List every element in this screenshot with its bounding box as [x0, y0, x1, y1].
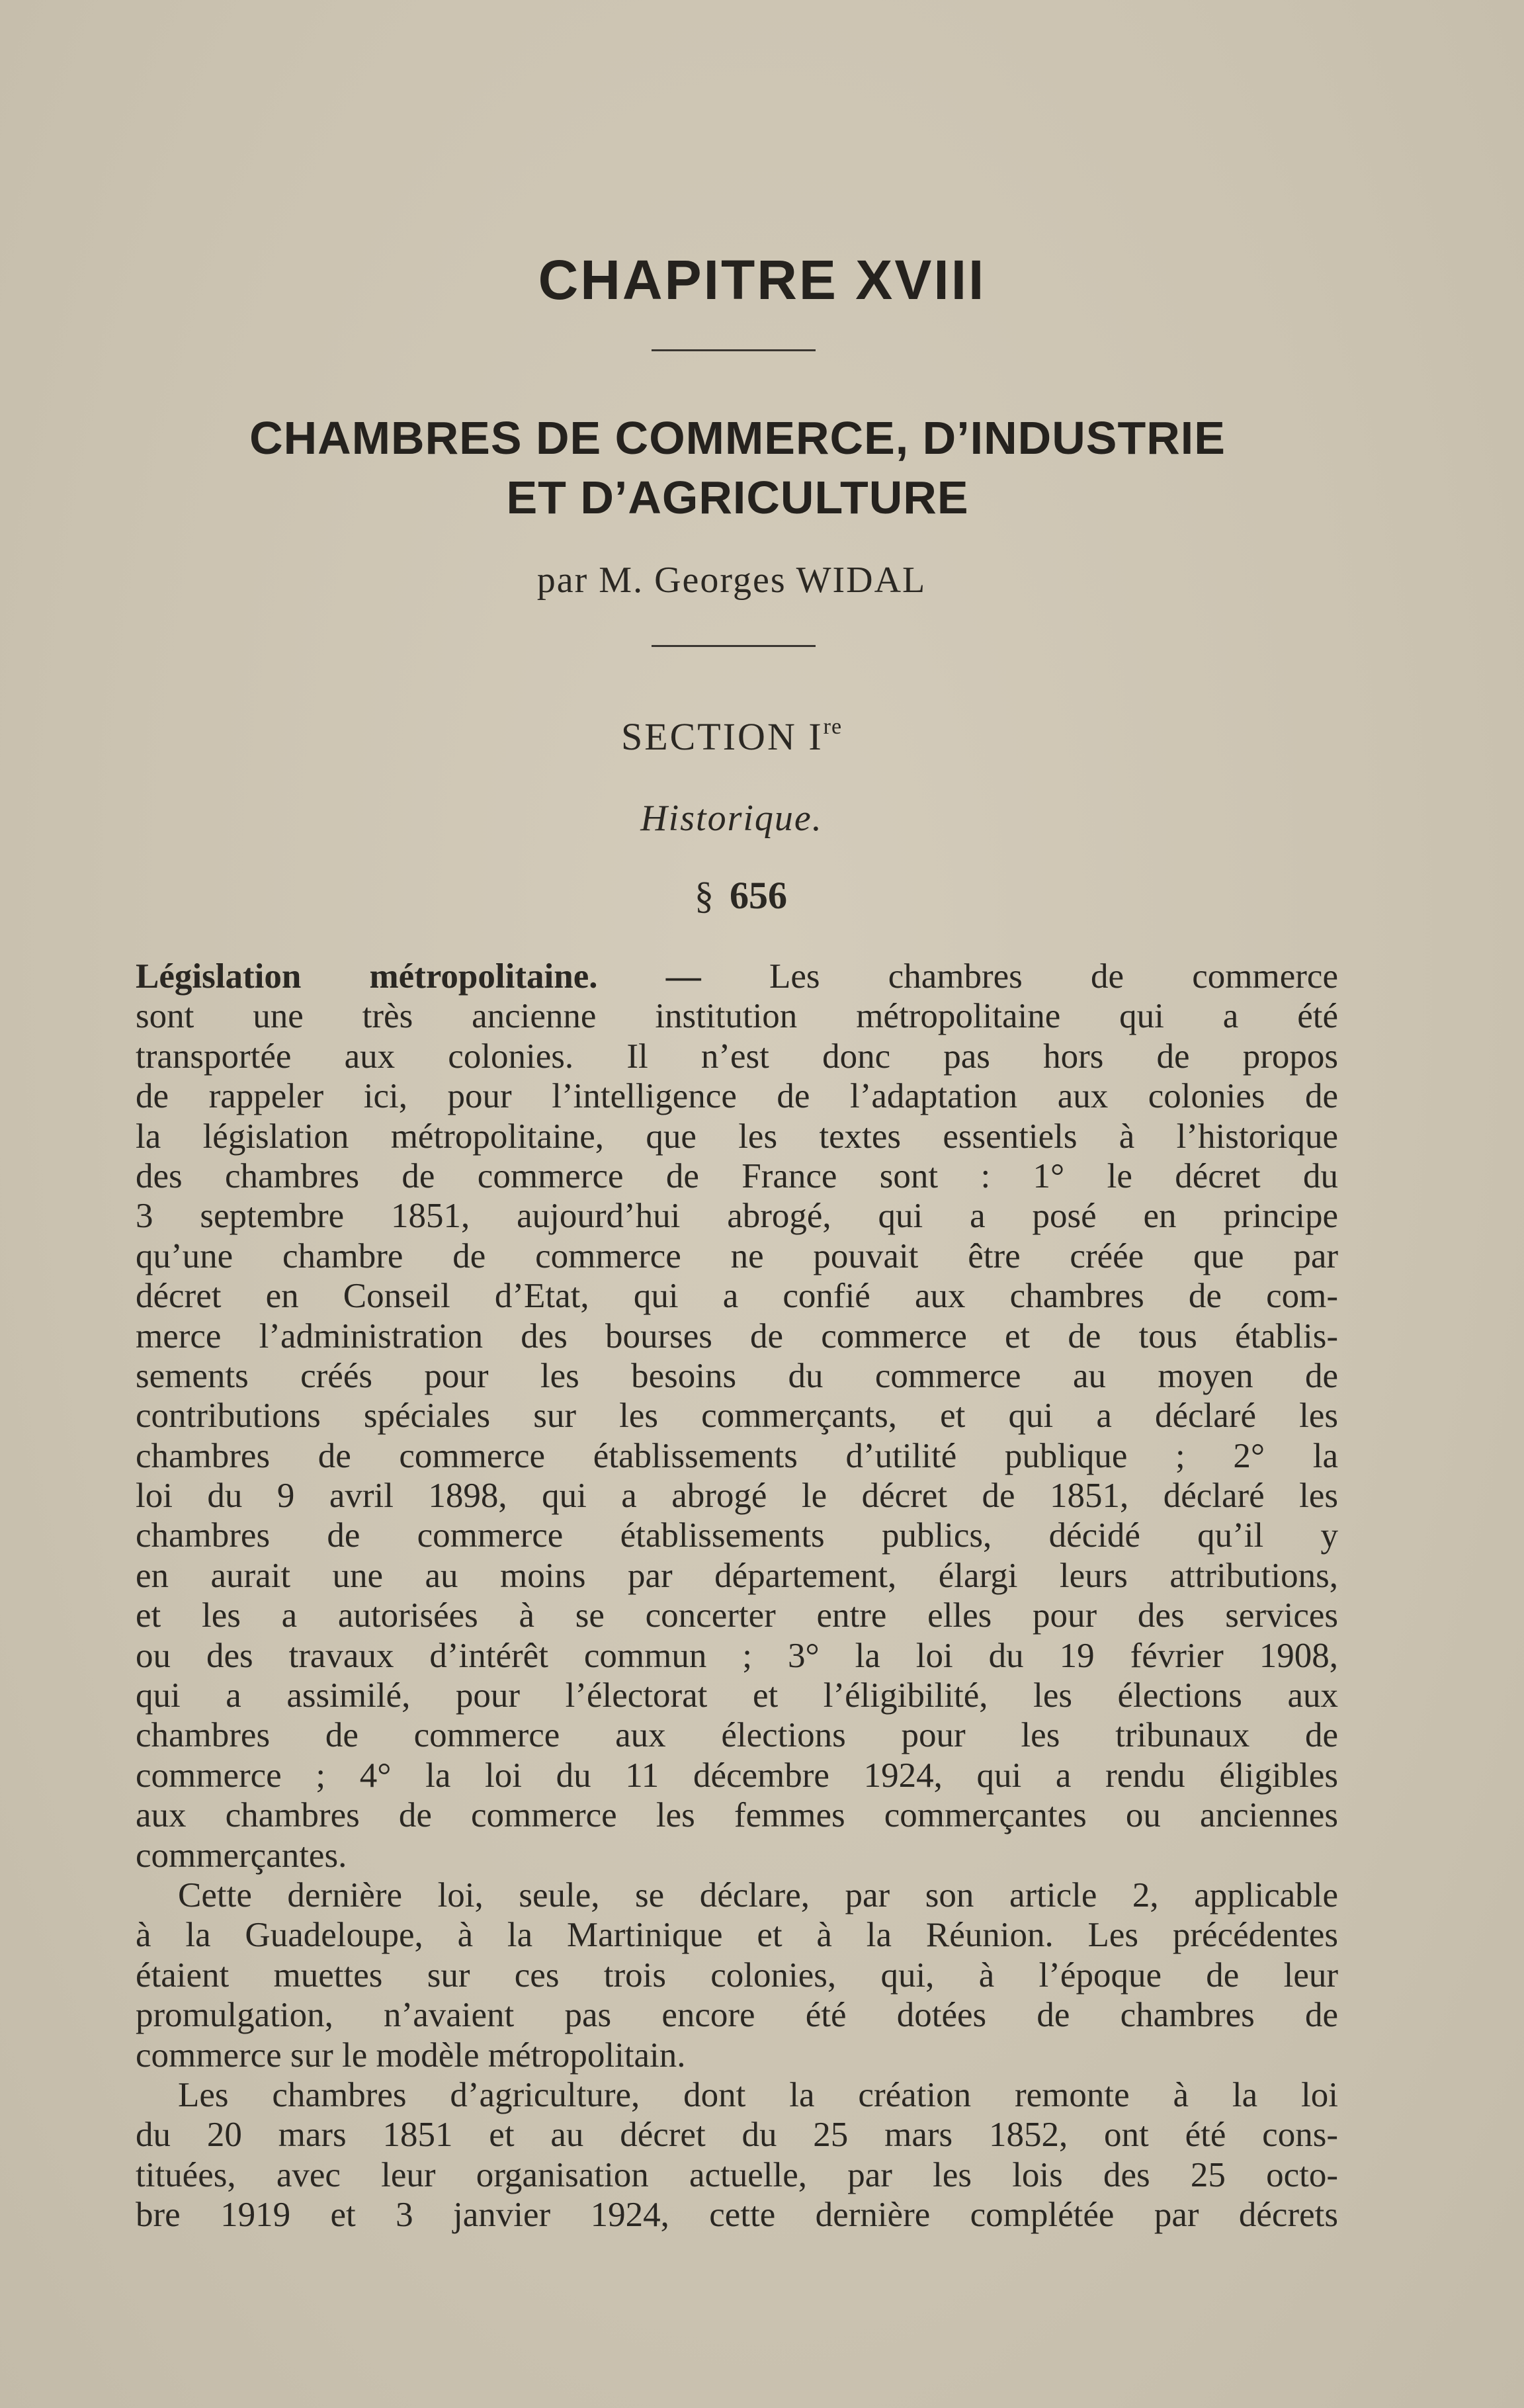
text-line: loi du 9 avril 1898, qui a abrogé le décret de 1851, déclaré les	[136, 1477, 1338, 1516]
text-line: ou des travaux d’intérêt commun ; 3° la loi du 19 février 1908,	[136, 1636, 1338, 1675]
text-line-content: Les chambres de commerce	[700, 957, 1338, 996]
text-line: contributions spéciales sur les commerçants, et qui a déclaré les	[136, 1397, 1338, 1436]
body-text	[136, 957, 1338, 2235]
paragraph-number-value: 656	[730, 874, 787, 917]
chapter-title-line-1: CHAMBRES DE COMMERCE, D’INDUSTRIE	[249, 412, 1226, 464]
text-line: commerce sur le modèle métropolitain.	[136, 2036, 686, 2075]
author-byline: par M. Georges WIDAL	[536, 560, 927, 601]
text-line: en aurait une au moins par département, élargi leurs attributions,	[136, 1556, 1338, 1595]
text-line: sont une très ancienne institution métropolitaine qui a été	[136, 997, 1338, 1036]
section-label: SECTION I	[620, 715, 824, 758]
text-line: qu’une chambre de commerce ne pouvait être créée que par	[136, 1236, 1338, 1275]
divider-rule-top	[652, 349, 816, 351]
text-line: du 20 mars 1851 et au décret du 25 mars 1852, ont été cons-	[136, 2116, 1338, 2155]
text-line: 3 septembre 1851, aujourd’hui abrogé, qui a posé en principe	[136, 1197, 1338, 1236]
section-heading	[0, 714, 1463, 759]
text-line: chambres de commerce établissements d’utilité publique ; 2° la	[136, 1436, 1338, 1475]
text-line: sements créés pour les besoins du commerce au moyen de	[136, 1356, 1338, 1395]
text-line: décret en Conseil d’Etat, qui a confié aux chambres de com-	[136, 1277, 1338, 1316]
text-line: Les chambres d’agriculture, dont la création remonte à la loi	[178, 2075, 1338, 2114]
text-line: des chambres de commerce de France sont : 1° le décret du	[136, 1156, 1338, 1195]
text-line: chambres de commerce aux élections pour les tribunaux de	[136, 1716, 1338, 1755]
text-line: à la Guadeloupe, à la Martinique et à la Réunion. Les précédentes	[136, 1916, 1338, 1955]
divider-rule-bottom	[652, 645, 816, 647]
lead-heading: Législation métropolitaine. —	[136, 957, 701, 996]
text-line: et les a autorisées à se concerter entre elles pour des services	[136, 1596, 1338, 1635]
chapter-title-line-2: ET D’AGRICULTURE	[506, 472, 969, 523]
text-line: commerçantes.	[136, 1836, 347, 1875]
section-label-superscript: re	[823, 714, 843, 739]
text-line: chambres de commerce établissements publics, décidé qu’il y	[136, 1516, 1338, 1555]
chapter-heading: CHAPITRE XVIII	[538, 249, 986, 311]
text-line: merce l’administration des bourses de commerce et de tous établis-	[136, 1316, 1338, 1355]
section-subtitle: Historique.	[640, 798, 823, 839]
text-line: tituées, avec leur organisation actuelle, par les lois des 25 octo-	[136, 2155, 1338, 2194]
text-line: aux chambres de commerce les femmes commerçantes ou anciennes	[136, 1796, 1338, 1835]
text-line: transportée aux colonies. Il n’est donc pas hors de propos	[136, 1037, 1338, 1076]
text-line: Cette dernière loi, seule, se déclare, par son article 2, applicable	[178, 1875, 1338, 1914]
text-line	[136, 957, 1338, 996]
paragraph-number	[0, 873, 1482, 918]
text-line: qui a assimilé, pour l’électorat et l’éligibilité, les élections aux	[136, 1676, 1338, 1715]
text-line: de rappeler ici, pour l’intelligence de l’adaptation aux colonies de	[136, 1077, 1338, 1116]
text-line: la législation métropolitaine, que les textes essentiels à l’historique	[136, 1117, 1338, 1156]
text-line: bre 1919 et 3 janvier 1924, cette dernière complétée par décrets	[136, 2196, 1338, 2235]
section-sign: §	[695, 874, 714, 917]
text-line: commerce ; 4° la loi du 11 décembre 1924, qui a rendu éligibles	[136, 1756, 1338, 1795]
text-line: promulgation, n’avaient pas encore été dotées de chambres de	[136, 1996, 1338, 2035]
text-line: étaient muettes sur ces trois colonies, qui, à l’époque de leur	[136, 1956, 1338, 1995]
